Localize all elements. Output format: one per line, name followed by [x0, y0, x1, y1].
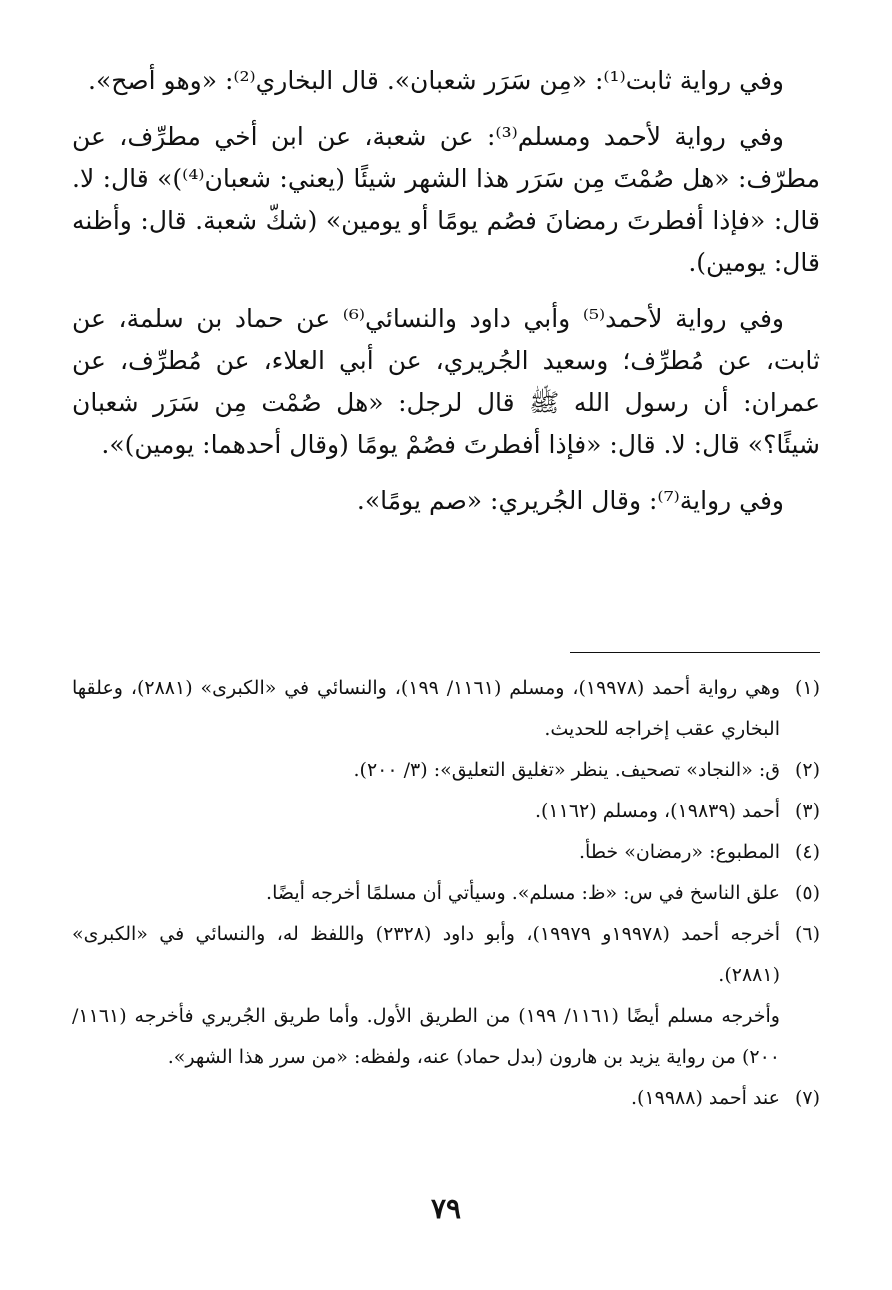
- footnote-separator: [570, 652, 820, 653]
- footnote-number: (٦): [794, 923, 820, 945]
- footnote-text: أخرجه أحمد (١٩٩٧٨و ١٩٩٧٩)، وأبو داود (٢٣٢٨) واللفظ له، والنسائي في «الكبرى» (٢٨٨١).: [72, 923, 780, 986]
- footnote-6: [72, 914, 820, 996]
- footnote-text: علق الناسخ في س: «ظ: مسلم». وسيأتي أن مسلمًا أخرجه أيضًا.: [266, 882, 780, 904]
- footnote-text: عند أحمد (١٩٩٨٨).: [630, 1087, 780, 1109]
- footnote-number: (٢): [794, 759, 820, 781]
- footnote-5: [72, 873, 820, 914]
- footnote-number: (٤): [794, 841, 820, 863]
- footnote-number: (١): [794, 677, 820, 699]
- footnote-1: [72, 668, 820, 750]
- footnote-2: [72, 750, 820, 791]
- footnote-text: وهي رواية أحمد (١٩٩٧٨)، ومسلم (١١٦١/ ١٩٩)، والنسائي في «الكبرى» (٢٨٨١)، وعلقها البخاري عقب إخراجه للحديث.: [72, 677, 781, 740]
- footnote-7: [72, 1078, 820, 1119]
- footnote-number: (٣): [794, 800, 820, 822]
- footnote-4: [72, 832, 820, 873]
- footnote-6-continuation: وأخرجه مسلم أيضًا (١١٦١/ ١٩٩) من الطريق الأول. وأما طريق الجُريري فأخرجه (١١٦١/ ٢٠٠) من رواية يزيد بن هارون (بدل حماد) عنه، ولفظه: «من سرر هذا الشهر».: [72, 1005, 780, 1068]
- page-number: ٧٩: [430, 1192, 462, 1225]
- paragraph-1: وفي رواية ثابت⁽¹⁾: «مِن سَرَر شعبان». قال البخاري⁽²⁾: «وهو أصح».: [88, 66, 784, 95]
- footnote-number: (٥): [794, 882, 820, 904]
- paragraph-4: وفي رواية⁽⁷⁾: وقال الجُريري: «صم يومًا».: [356, 486, 784, 515]
- paragraph-2: وفي رواية لأحمد ومسلم⁽³⁾: عن شعبة، عن ابن أخي مطرِّف، عن مطرّف: «هل صُمْتَ مِن سَرَر هذا الشهر شيئًا (يعني: شعبان⁽⁴⁾)» قال: لا. قال: «فإذا أفطرتَ رمضانَ فصُم يومًا أو يومين» (شكّ شعبة. قال: وأظنه قال: يومين).: [72, 122, 820, 277]
- footnote-3: [72, 791, 820, 832]
- footnote-text: أحمد (١٩٨٣٩)، ومسلم (١١٦٢).: [534, 800, 780, 822]
- paragraph-3: وفي رواية لأحمد⁽⁵⁾ وأبي داود والنسائي⁽⁶⁾ عن حماد بن سلمة، عن ثابت، عن مُطرِّف؛ وسعيد الجُريري، عن أبي العلاء، عن مُطرِّف، عن عمران: أن رسول الله ﷺ قال لرجل: «هل صُمْت مِن سَرَر شعبان شيئًا؟» قال: لا. قال: «فإذا أفطرتَ فصُمْ يومًا (وقال أحدهما: يومين)».: [72, 304, 820, 459]
- footnote-text: ق: «النجاد» تصحيف. ينظر «تغليق التعليق»: (٣/ ٢٠٠).: [353, 759, 780, 781]
- footnote-text: المطبوع: «رمضان» خطأ.: [579, 841, 780, 863]
- main-text: [72, 60, 820, 536]
- footnotes: [72, 668, 820, 1119]
- footnote-number: (٧): [794, 1087, 820, 1109]
